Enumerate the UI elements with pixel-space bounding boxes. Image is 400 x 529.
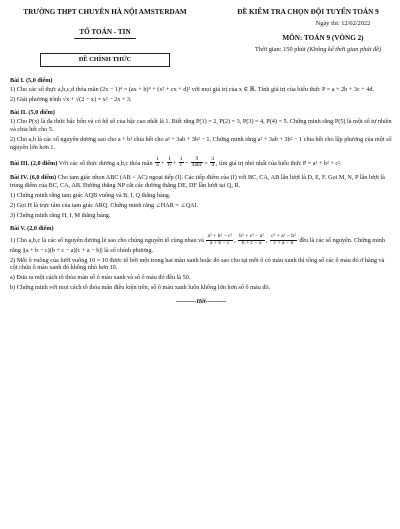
fraction-1-over-a: $\frac{1}{a}$: [156, 155, 159, 169]
school-name: TRƯỜNG THPT CHUYÊN HÀ NỘI AMSTERDAM: [23, 8, 187, 16]
exam-time: [210, 46, 400, 54]
problem-2-title: Bài II. (5,0 điểm): [10, 108, 55, 116]
fraction-g2: $\frac{\text{b² + c² − a²}}{b + c - a}$: [239, 232, 264, 246]
problem-5-part-2: 2) Mỗi ô vuông của lưới vuông 10 × 10 được tô bởi một trong hai màu xanh hoặc đỏ sao cho tại mỗi ô có màu xanh thì tổng số các ô màu đỏ ở hàng và cột chứa ô màu xanh đó không nhỏ hơn 10.: [10, 256, 385, 272]
exam-time-note: (Không kể thời gian phát đề): [307, 46, 382, 53]
problem-1-part-2: 2) Giải phương trình √x + √(2 − x) = x² − 2x + 3.: [10, 95, 132, 103]
fraction-g3: $\frac{\text{c² + a² − b²}}{c + a - b}$: [271, 232, 296, 246]
fraction-1-over-c: $\frac{1}{c}$: [179, 155, 183, 169]
department-name: TỔ TOÁN - TIN: [79, 28, 131, 36]
exam-date: Ngày thi: 12/02/2022: [315, 20, 371, 27]
fraction-3-over-4: $\frac{3}{4}$: [211, 155, 215, 169]
problem-2-part-2: 2) Cho a,b là các số nguyên dương sao cho a + b³ chia hết cho a² + 3ab + 3b² − 1. Chứng minh rằng a² + 3ab + 3b² − 1 chia hết cho lập phương của một số nguyên lớn hơn 1.: [10, 135, 392, 151]
problem-1-part-1: 1) Cho các số thực a,b,c,d thỏa mãn (2x − 1)⁴ = (ax + b)⁴ + (x² + cx + d)² với mọi giá trị của x ∈ ℝ. Tính giá trị của biểu thức P = a + 2b + 3c + 4d.: [10, 85, 375, 93]
problem-2-part-1: 1) Cho P(x) là đa thức bậc bốn và có hệ số của bậc cao nhất là 1. Biết rằng P(1) = 2, P(2) = 3, P(3) = 4, P(4) = 5. Chứng minh rằng P(5) là một số tự nhiên và chia hết cho 5.: [10, 117, 392, 133]
problem-5-part-1: 1) Cho a,b,c là các số nguyên dương lẻ sao cho chúng nguyên tố cùng nhau và $\frac{\text{a² + b² − c²}}{a + b - c}$ , $\frac{\text{b² + c² − a²}}{b + c - a}$ , $\frac{\text{c² + a² − b²}}{c + a - b}$ đều là các số nguyên. Chứng minh rằng |(a + b − c)(b + c − a)(c + a − b)| là số chính phương.: [10, 232, 385, 254]
problem-4-part-3: 3) Chứng minh rằng H, I, M thẳng hàng.: [10, 211, 111, 219]
problem-5-part-1-text-b: đều là các số nguyên. Chứng minh rằng |(a + b − c)(b + c − a)(c + a − b)| là số chính phương.: [10, 236, 385, 254]
problem-4-intro: [10, 174, 392, 190]
problem-5-part-1-text-a: 1) Cho a,b,c là các số nguyên dương lẻ sao cho chúng nguyên tố cùng nhau và: [10, 236, 206, 244]
problem-5-part-2a: a) Đưa ra một cách tô thỏa mãn số ô màu xanh và số ô màu đỏ đều là 50.: [10, 274, 191, 282]
problem-5-part-2b: b) Chứng minh với mọi cách tô thỏa mãn điều kiện trên, số ô màu xanh luôn không lớn hơn số ô màu đỏ.: [10, 284, 271, 292]
fraction-g1: $\frac{\text{a² + b² − c²}}{a + b - c}$: [207, 232, 233, 246]
department-underline: [74, 38, 136, 39]
problem-3: Bài III. (2,0 điểm) Với các số thực dương a,b,c thỏa mãn $\frac{1}{a}$ + $\frac{1}{b}$ + $\frac{1}{c}$ − $\frac{9}{\text{4abc}}$ = $\frac{3}{4}$ , tìm giá trị nhỏ nhất của biểu thức P = a² + b² + c².: [10, 155, 342, 169]
fraction-1-over-b: $\frac{1}{b}$: [167, 155, 171, 169]
problem-4-part-1: 1) Chứng minh rằng tam giác AQB vuông và B, I, Q thẳng hàng.: [10, 192, 171, 200]
exam-title: ĐỀ KIỂM TRA CHỌN ĐỘI TUYỂN TOÁN 9: [237, 8, 379, 16]
problem-4-intro-text: Cho tam giác nhọn ABC (AB < AC) ngoại tiếp (I). Các tiếp điểm của (I) với BC, CA, AB lần lượt là D, E, F. Gọi M, N, P lần lượt là trung điểm của BC, CA, AB. Đường thẳng NP cắt các đường thẳng DE, DF lần lượt tại Q, R.: [10, 174, 385, 190]
problem-1-title: Bài I. (5,0 điểm): [10, 77, 53, 84]
problem-4-title: Bài IV. (6,0 điểm): [10, 174, 57, 182]
exam-header: [10, 6, 392, 72]
official-stamp-box: ĐỀ CHÍNH THỨC: [40, 53, 170, 67]
exam-time-main: Thời gian: 150 phút: [254, 46, 308, 53]
end-marker: ----------Hết----------: [175, 298, 227, 306]
problem-4-part-2: 2) Gọi H là trực tâm của tam giác ARQ. Chứng minh rằng ∠HAR = ∠QAI.: [10, 202, 199, 210]
fraction-9-over-4abc: $\frac{9}{\text{4abc}}$: [191, 155, 203, 169]
exam-subject: MÔN: TOÁN 9 (VÒNG 2): [282, 34, 364, 42]
problem-3-text-a: Với các số thực dương a,b,c thỏa mãn: [57, 159, 155, 167]
problem-5-title: Bài V. (2,0 điểm): [10, 224, 54, 232]
problem-3-text-b: , tìm giá trị nhỏ nhất của biểu thức P = a² + b² + c².: [216, 159, 342, 167]
problem-3-title: Bài III. (2,0 điểm): [10, 159, 58, 167]
